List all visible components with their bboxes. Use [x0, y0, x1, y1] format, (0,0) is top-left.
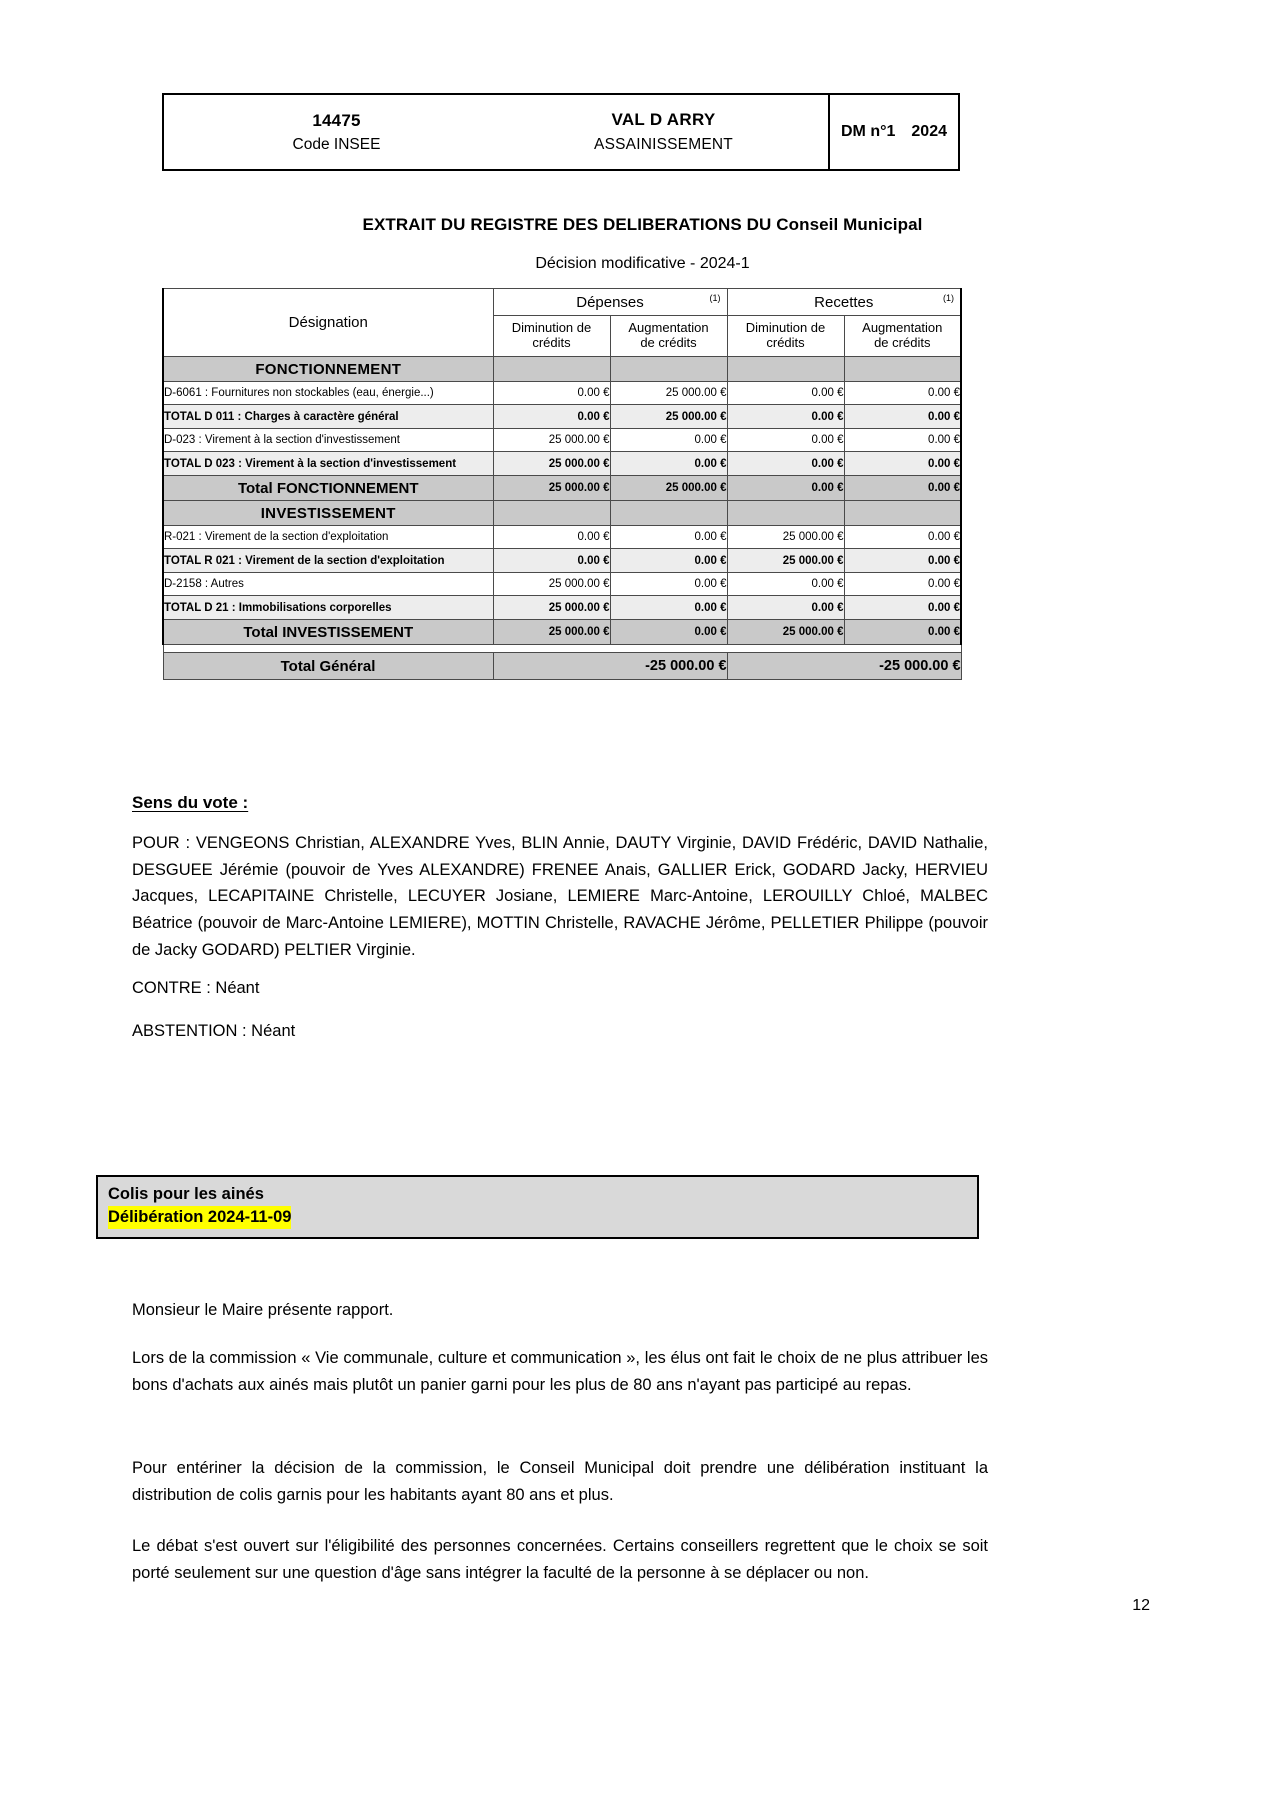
row-value: 0.00 € [610, 452, 727, 476]
header-recettes [727, 289, 961, 316]
row-value: 0.00 € [610, 573, 727, 596]
header-depenses-label: Dépenses [576, 293, 644, 311]
row-value: 25 000.00 € [727, 549, 844, 573]
row-label: FONCTIONNEMENT [163, 357, 493, 382]
header-col-4-line2: de crédits [874, 335, 931, 350]
header-col-2-line2: de crédits [640, 335, 697, 350]
row-value: 25 000.00 € [610, 382, 727, 405]
table-row [163, 501, 961, 526]
budget-service-name: ASSAINISSEMENT [594, 136, 733, 154]
row-label: R-021 : Virement de la section d'exploitation [163, 526, 493, 549]
row-value: 0.00 € [610, 596, 727, 620]
header-col-4-line1: Augmentation [862, 320, 943, 336]
table-row [163, 596, 961, 620]
table-row [163, 549, 961, 573]
row-label: TOTAL R 021 : Virement de la section d'exploitation [163, 549, 493, 573]
page-title: EXTRAIT DU REGISTRE DES DELIBERATIONS DU Conseil Municipal [362, 215, 923, 234]
header-col-3-line2: crédits [766, 335, 805, 350]
header-recettes-label: Recettes [814, 293, 874, 311]
row-value [844, 357, 961, 382]
row-label: Total FONCTIONNEMENT [163, 476, 493, 501]
row-value: 25 000.00 € [493, 429, 610, 452]
vote-contre-text: CONTRE : Néant [132, 979, 260, 997]
row-value: 25 000.00 € [493, 596, 610, 620]
table-row [163, 476, 961, 501]
vote-heading: Sens du vote : [132, 793, 249, 812]
row-label: INVESTISSEMENT [163, 501, 493, 526]
insee-code: 14475 [312, 110, 361, 130]
budget-table [162, 288, 962, 680]
row-value: 0.00 € [493, 382, 610, 405]
deliberation-title: Colis pour les ainés [108, 1185, 264, 1203]
grand-total-label: Total Général [163, 653, 493, 680]
header-col-3 [727, 316, 844, 357]
row-value [727, 357, 844, 382]
row-value: 0.00 € [844, 620, 961, 645]
table-spacer [163, 645, 961, 653]
row-value: 0.00 € [844, 476, 961, 501]
row-value: 0.00 € [844, 429, 961, 452]
row-value [610, 501, 727, 526]
body-paragraph-3: Pour entériner la décision de la commission, le Conseil Municipal doit prendre une délibération instituant la distribution de colis garnis pour les habitants ayant 80 ans et plus. [132, 1459, 988, 1504]
row-value [493, 357, 610, 382]
row-value: 0.00 € [493, 526, 610, 549]
dm-year: 2024 [911, 123, 947, 140]
row-value: 0.00 € [844, 452, 961, 476]
grand-total-depenses: -25 000.00 € [493, 653, 727, 680]
header-col-1 [493, 316, 610, 357]
dm-number: DM n°1 [841, 123, 896, 140]
row-value [493, 501, 610, 526]
row-value: 0.00 € [727, 429, 844, 452]
row-value: 0.00 € [727, 382, 844, 405]
row-value: 0.00 € [844, 526, 961, 549]
row-value: 0.00 € [844, 549, 961, 573]
table-row [163, 620, 961, 645]
row-value: 0.00 € [493, 549, 610, 573]
row-value: 25 000.00 € [493, 573, 610, 596]
row-value: 0.00 € [610, 549, 727, 573]
budget-table-container [162, 288, 960, 680]
row-label: D-6061 : Fournitures non stockables (eau, énergie...) [163, 382, 493, 405]
row-label: TOTAL D 21 : Immobilisations corporelles [163, 596, 493, 620]
row-value: 0.00 € [844, 573, 961, 596]
row-value: 25 000.00 € [727, 620, 844, 645]
body-paragraph-1: Monsieur le Maire présente rapport. [132, 1301, 394, 1319]
row-value [610, 357, 727, 382]
page-subtitle: Décision modificative - 2024-1 [535, 255, 750, 272]
commune-name: VAL D ARRY [611, 109, 716, 129]
vote-pour-text: POUR : VENGEONS Christian, ALEXANDRE Yves, BLIN Annie, DAUTY Virginie, DAVID Frédéric, DAVID Nathalie, DESGUEE Jérémie (pouvoir de Yves ALEXANDRE) FRENEE Anais, GALLIER Erick, GODARD Jacky, HERVIEU Jacques, LECAPITAINE Christelle, LECUYER Josiane, LEMIERE Marc-Antoine, LEROUILLY Chloé, MALBEC Béatrice (pouvoir de Marc-Antoine LEMIERE), MOTTIN Christelle, RAVACHE Jérôme, PELLETIER Philippe (pouvoir de Jacky GODARD) PELTIER Virginie. [132, 834, 988, 959]
row-value: 25 000.00 € [493, 476, 610, 501]
commune-block [499, 95, 828, 169]
row-value: 0.00 € [727, 452, 844, 476]
header-col-2-line1: Augmentation [628, 320, 709, 336]
row-value: 25 000.00 € [493, 452, 610, 476]
body-paragraph-4: Le débat s'est ouvert sur l'éligibilité des personnes concernées. Certains conseillers regrettent que le choix se soit porté seulement sur une question d'âge sans intégrer la faculté de la personne à se déplacer ou non. [132, 1537, 988, 1582]
table-row [163, 452, 961, 476]
table-row [163, 382, 961, 405]
row-label: TOTAL D 011 : Charges à caractère général [163, 405, 493, 429]
row-value: 0.00 € [610, 620, 727, 645]
row-value [727, 501, 844, 526]
row-value: 25 000.00 € [727, 526, 844, 549]
grand-total-row [163, 653, 961, 680]
row-value: 0.00 € [610, 429, 727, 452]
table-row [163, 429, 961, 452]
header-col-4 [844, 316, 961, 357]
row-value: 0.00 € [727, 405, 844, 429]
row-value: 0.00 € [844, 405, 961, 429]
row-label: TOTAL D 023 : Virement à la section d'investissement [163, 452, 493, 476]
insee-label: Code INSEE [292, 136, 381, 154]
header-designation: Désignation [163, 289, 493, 357]
row-value: 0.00 € [844, 596, 961, 620]
row-value: 0.00 € [844, 382, 961, 405]
insee-block [164, 95, 499, 169]
row-label: Total INVESTISSEMENT [163, 620, 493, 645]
row-value: 25 000.00 € [610, 405, 727, 429]
header-col-1-line1: Diminution de [511, 320, 592, 336]
header-col-1-line2: crédits [532, 335, 571, 350]
page-number: 12 [1132, 1597, 1150, 1614]
header-col-2 [610, 316, 727, 357]
dm-reference-block [828, 95, 958, 169]
row-value: 0.00 € [610, 526, 727, 549]
grand-total-recettes: -25 000.00 € [727, 653, 961, 680]
deliberation-reference: Délibération 2024-11-09 [108, 1206, 291, 1229]
header-recettes-note: (1) [943, 293, 955, 303]
table-header-row-groups [163, 289, 961, 316]
row-value: 0.00 € [493, 405, 610, 429]
header-col-3-line1: Diminution de [745, 320, 826, 336]
row-value: 0.00 € [727, 596, 844, 620]
table-row [163, 526, 961, 549]
row-value: 0.00 € [727, 476, 844, 501]
document-header-box [162, 93, 960, 171]
row-label: D-023 : Virement à la section d'investissement [163, 429, 493, 452]
table-row [163, 405, 961, 429]
row-value: 0.00 € [727, 573, 844, 596]
header-depenses-note: (1) [709, 293, 721, 303]
body-paragraph-2: Lors de la commission « Vie communale, culture et communication », les élus ont fait le choix de ne plus attribuer les bons d'achats aux ainés mais plutôt un panier garni pour les plus de 80 ans n'ayant pas participé au repas. [132, 1349, 988, 1394]
vote-abstention-text: ABSTENTION : Néant [132, 1022, 296, 1040]
deliberation-banner [96, 1175, 979, 1239]
header-depenses [493, 289, 727, 316]
table-row [163, 357, 961, 382]
row-value: 25 000.00 € [610, 476, 727, 501]
row-value [844, 501, 961, 526]
row-label: D-2158 : Autres [163, 573, 493, 596]
row-value: 25 000.00 € [493, 620, 610, 645]
table-row [163, 573, 961, 596]
